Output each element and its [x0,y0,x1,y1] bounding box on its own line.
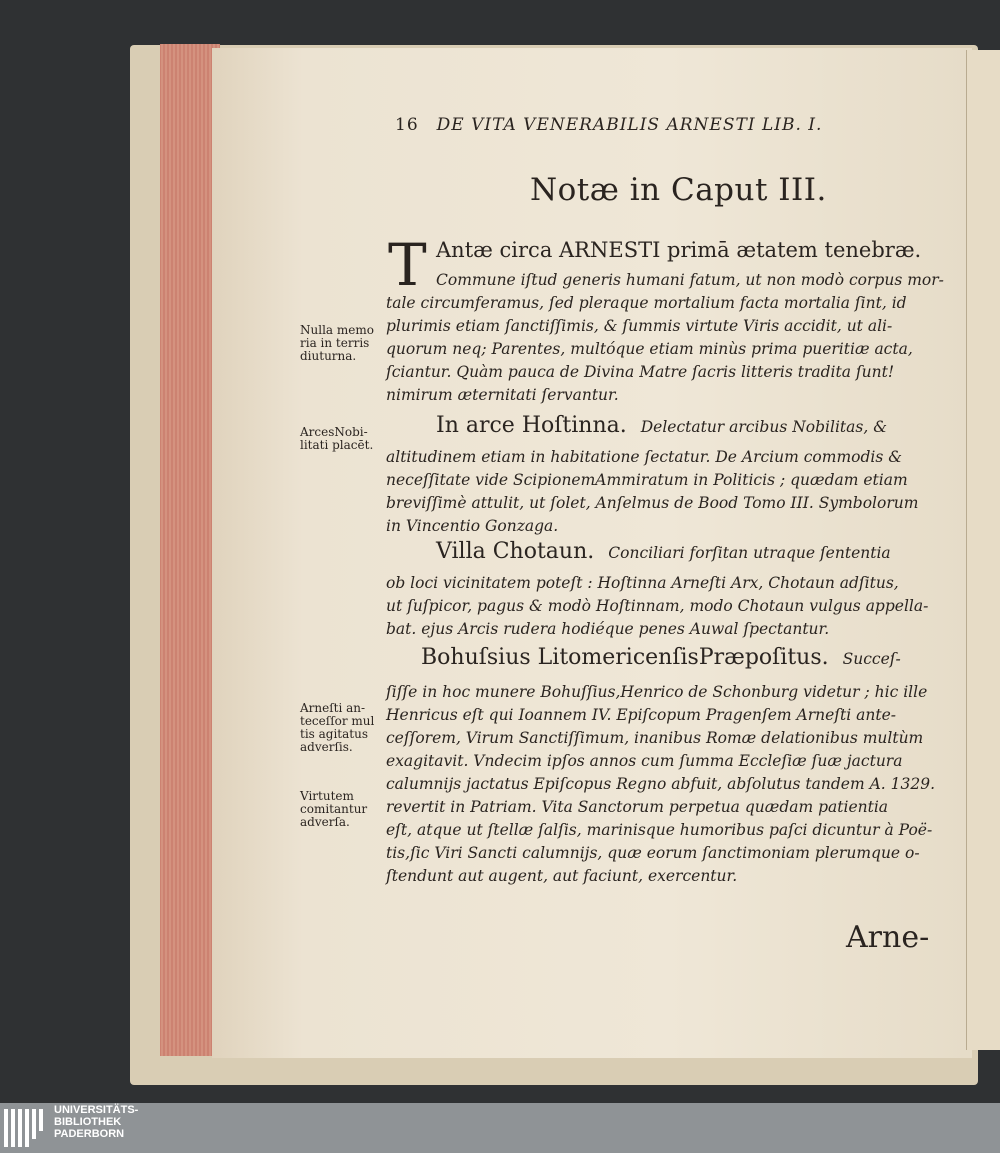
body-line: ut ſuſpicor, pagus & modò Hoſtinnam, modo Chotaun vulgus appella- [386,597,929,615]
section-line [436,539,891,564]
body-line: Commune iſtud generis humani fatum, ut non modò corpus mor- [436,271,944,289]
body-line: altitudinem etiam in habitatione ſectatur. De Arcium commodis & [386,448,903,466]
drop-cap: T [388,231,427,299]
body-line: tis,ſic Viri Sancti calumnijs, quæ eorum ſanctimoniam plerumque o- [386,844,920,862]
margin-note-line: Arneſti an- [300,701,366,715]
section-line [436,413,887,438]
running-title: DE VITA VENERABILIS ARNESTI LIB. I. [436,115,823,135]
margin-note-line: teceſſor mul [300,714,375,728]
margin-note-line: diuturna. [300,349,357,363]
margin-note [300,324,374,363]
library-name-line: UNIVERSITÄTS- [54,1104,139,1116]
catchword: Arne- [846,920,930,955]
library-name-line: BIBLIOTHEK [54,1116,122,1128]
margin-note-line: tis agitatus [300,727,368,741]
margin-note [300,702,374,754]
margin-note [300,426,373,452]
section-line [421,645,901,670]
section-heading: Villa Chotaun. [436,539,595,564]
margin-note-line: Virtutem [300,789,354,803]
section-text: Delectatur arcibus Nobilitas, & [640,418,887,436]
section-text: Conciliari forſitan utraque ſententia [608,544,891,562]
body-line: calumnijs jactatus Epiſcopus Regno abfuit, abſolutus tandem A. 1329. [386,775,935,793]
body-line: revertit in Patriam. Vita Sanctorum perpetua quædam patientia [386,798,889,816]
body-line: in Vincentio Gonzaga. [386,517,559,535]
body-line: ſtendunt aut augent, aut faciunt, exercentur. [386,867,738,885]
body-line: ſiſſe in hoc munere Bohuſſius,Henrico de Schonburg videtur ; hic ille [386,683,928,701]
margin-note [300,790,367,829]
body-line: breviſſimè attulit, ut ſolet, Anſelmus de Bood Tomo III. Symbolorum [386,494,919,512]
margin-note-line: Nulla memo [300,323,374,337]
running-head [395,115,925,135]
body-line: nimirum æternitati ſervantur. [386,386,619,404]
body-line: ſciantur. Quàm pauca de Divina Matre ſacris litteris tradita ſunt! [386,363,895,381]
facing-page-edge [966,50,1000,1050]
margin-note-line: adverſis. [300,740,353,754]
section-text: Succeſ- [842,650,901,668]
body-line: ob loci vicinitatem poteſt : Hoſtinna Arneſti Arx, Chotaun adſitus, [386,574,899,592]
body-line: exagitavit. Vndecim ipſos annos cum ſumma Eccleſiæ ſuæ jactura [386,752,903,770]
library-logo-icon [4,1107,50,1149]
section-heading: Bohuſsius LitomericenſisPræpoſitus. [421,645,829,670]
body-line: Antæ circa ARNESTI primā ætatem tenebræ. [436,238,922,262]
body-line: Henricus eſt qui Ioannem IV. Epiſcopum Pragenſem Arneſti ante- [386,706,896,724]
margin-note-line: comitantur [300,802,368,816]
page-number: 16 [395,115,419,135]
margin-note-line: ria in terris [300,336,370,350]
body-line: quorum neq; Parentes, multóque etiam minùs prima pueritiæ acta, [386,340,913,358]
margin-note-line: ArcesNobi- [300,425,368,439]
section-heading: In arce Hoſtinna. [436,413,627,438]
body-line: ceſſorem, Virum Sanctiſſimum, inanibus Romæ delationibus multùm [386,729,924,747]
library-name [54,1104,138,1140]
chapter-title: Notæ in Caput III. [530,172,827,208]
page-stack-edge [160,44,220,1056]
margin-note-line: litati placēt. [300,438,374,452]
body-line: plurimis etiam ſanctiſſimis, & ſummis virtute Viris accidit, ut ali- [386,317,893,335]
library-name-line: PADERBORN [54,1128,125,1140]
body-line: neceſſitate vide ScipionemAmmiratum in Politicis ; quædam etiam [386,471,908,489]
body-line: eſt, atque ut ſtellæ ſalſis, marinisque humoribus paſci dicuntur à Poë- [386,821,933,839]
body-line: bat. ejus Arcis rudera hodiéque penes Auwal ſpectantur. [386,620,830,638]
margin-note-line: adverſa. [300,815,350,829]
body-line: tale circumferamus, ſed pleraque mortalium facta mortalia ſint, id [386,294,907,312]
library-footer [0,1103,1000,1153]
